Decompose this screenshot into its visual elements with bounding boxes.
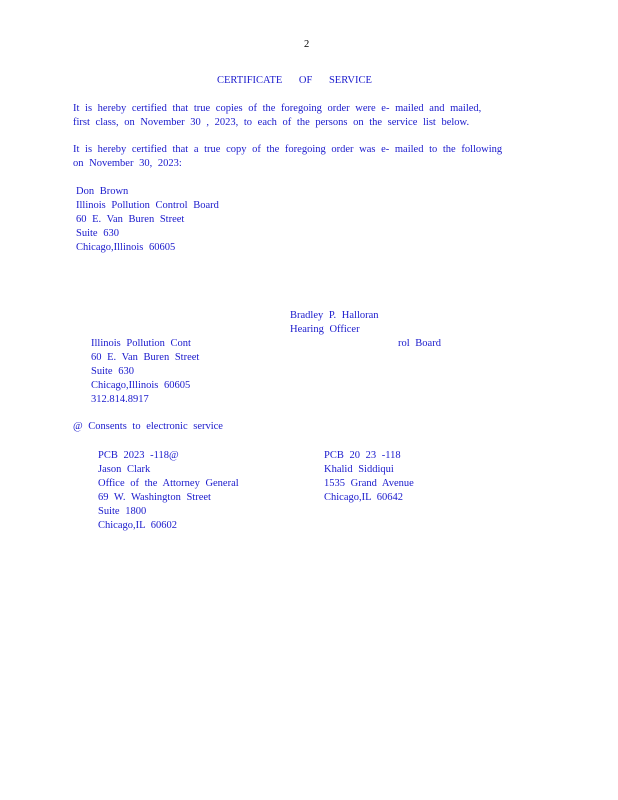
recipient-org: Illinois Pollution Control Board [76,200,219,211]
hearing-officer-title: Hearing Officer [290,324,360,335]
recipient-name: Don Brown [76,186,129,197]
service-org: Office of the Attorney General [98,478,239,489]
service-street: 1535 Grand Avenue [324,478,414,489]
hearing-officer-phone: 312.814.8917 [91,394,149,405]
service-city: Chicago,IL 60602 [98,520,178,531]
service-city: Chicago,IL 60642 [324,492,404,503]
certification-paragraph-mailed [73,102,543,130]
service-case-number: PCB 20 23 -118 [324,450,401,461]
hearing-officer-street: 60 E. Van Buren Street [91,352,200,363]
recipient-city: Chicago,Illinois 60605 [76,242,176,253]
certification-paragraph-emailed [73,143,543,171]
service-name: Jason Clark [98,464,151,475]
hearing-officer-org-suffix: rol Board [398,338,441,349]
service-name: Khalid Siddiqui [324,464,394,475]
page-title: CERTIFICATE OF SERVICE [217,75,372,86]
recipient-street: 60 E. Van Buren Street [76,214,185,225]
hearing-officer-name: Bradley P. Halloran [290,310,379,321]
hearing-officer-block [290,309,379,337]
service-case-number: PCB 2023 -118@ [98,450,179,461]
paragraph-line: It is hereby certified that a true copy of the foregoing order was e- mailed to the following [73,144,503,155]
hearing-officer-org: Illinois Pollution Cont [91,338,191,349]
service-list-right [324,449,414,505]
recipient-address-block [76,185,219,255]
recipient-suite: Suite 630 [76,228,119,239]
service-street: 69 W. Washington Street [98,492,211,503]
consents-note: @ Consents to electronic service [73,421,223,432]
service-suite: Suite 1800 [98,506,147,517]
paragraph-line: It is hereby certified that true copies of the foregoing order were e- mailed and mailed, [73,103,482,114]
page-number: 2 [304,39,310,50]
hearing-officer-address [91,337,199,407]
paragraph-line: first class, on November 30 , 2023, to each of the persons on the service list below. [73,117,470,128]
service-list-left [98,449,239,533]
hearing-officer-suite: Suite 630 [91,366,134,377]
hearing-officer-city: Chicago,Illinois 60605 [91,380,191,391]
paragraph-line: on November 30, 2023: [73,158,182,169]
